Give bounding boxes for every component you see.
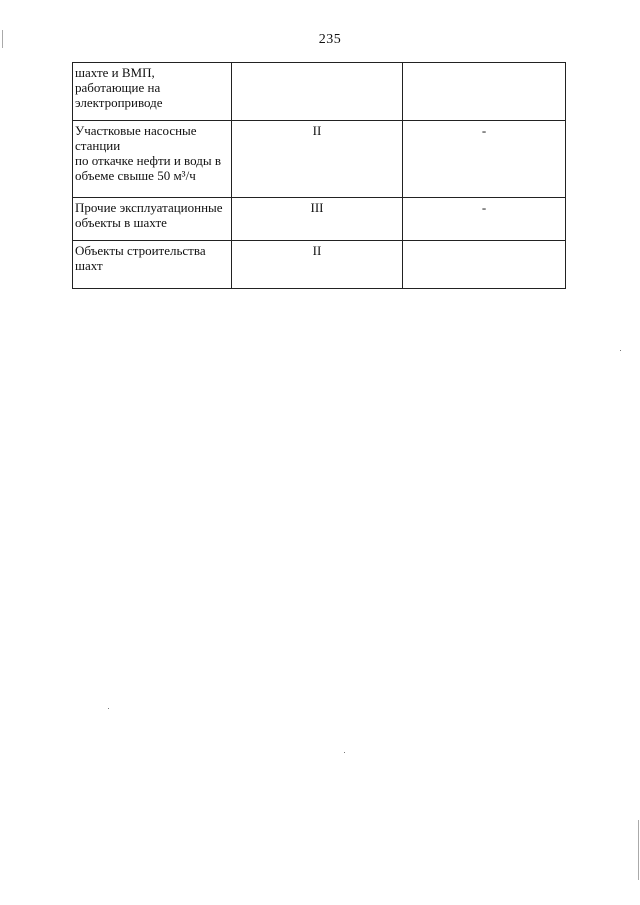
table-row xyxy=(73,63,566,121)
category-cell xyxy=(232,241,403,289)
note-cell xyxy=(403,241,566,289)
category-value: II xyxy=(312,243,322,258)
object-name-cell xyxy=(73,121,232,198)
category-cell xyxy=(232,198,403,241)
scan-edge-mark xyxy=(2,30,3,48)
scan-edge-mark xyxy=(638,820,639,880)
object-name: Участковые насосные станции по откачке нефти и воды в объеме свыше 50 м³/ч xyxy=(75,123,221,183)
page-number: 235 xyxy=(318,32,342,47)
object-name: Прочие эксплуатационные объекты в шахте xyxy=(75,200,223,230)
note-cell xyxy=(403,121,566,198)
table-row xyxy=(73,198,566,241)
object-name-cell xyxy=(73,63,232,121)
note-value: - xyxy=(481,200,487,215)
category-value: II xyxy=(312,123,322,138)
object-name-cell xyxy=(73,198,232,241)
table-row xyxy=(73,241,566,289)
object-name-cell xyxy=(73,241,232,289)
category-value: III xyxy=(310,200,324,215)
note-cell xyxy=(403,198,566,241)
scan-speck xyxy=(344,752,345,753)
scan-speck xyxy=(108,708,109,709)
note-cell xyxy=(403,63,566,121)
object-name: Объекты строительства шахт xyxy=(75,243,206,273)
table-row xyxy=(73,121,566,198)
scan-speck xyxy=(620,350,621,351)
category-cell xyxy=(232,121,403,198)
category-cell xyxy=(232,63,403,121)
category-table xyxy=(72,62,566,289)
note-value: - xyxy=(481,123,487,138)
object-name: шахте и ВМП, работающие на электроприводе xyxy=(75,65,163,110)
